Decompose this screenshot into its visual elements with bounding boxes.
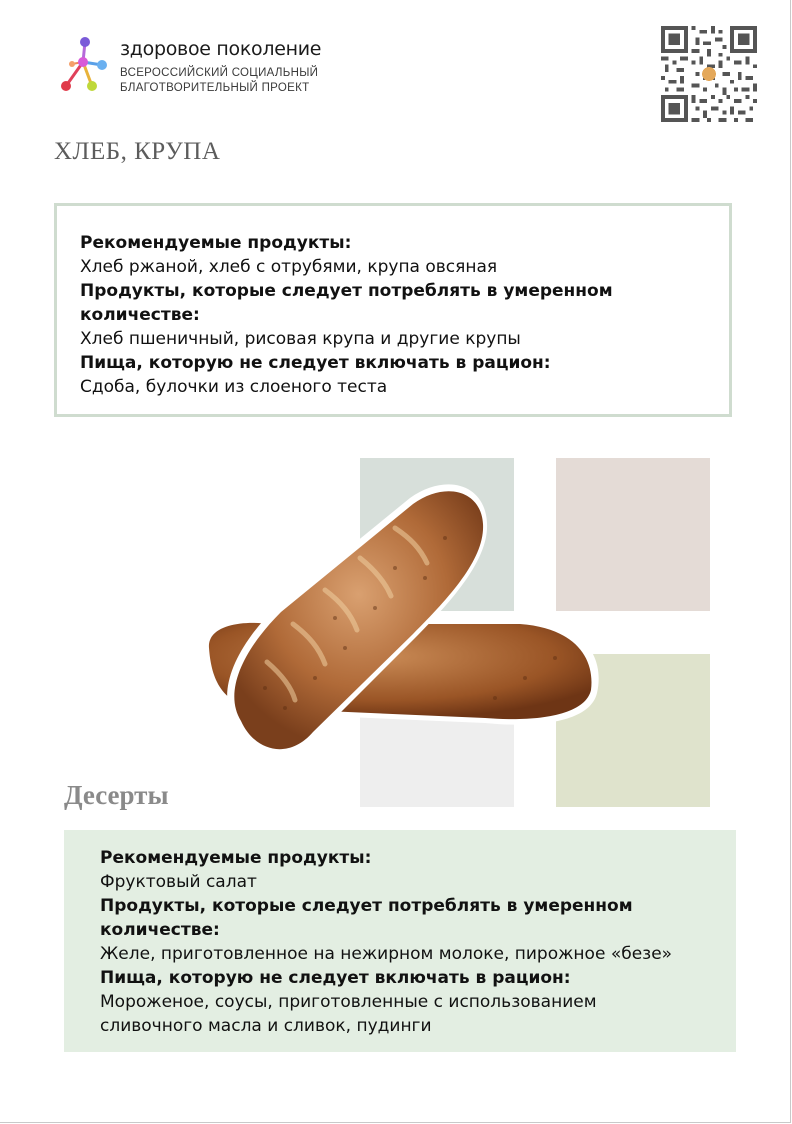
- moderate-heading-line2: количестве:: [100, 920, 220, 940]
- section-title-bread: ХЛЕБ, КРУПА: [54, 138, 221, 165]
- moderate-text: Хлеб пшеничный, рисовая крупа и другие крупы: [80, 329, 521, 349]
- bread-info-text: [80, 231, 680, 399]
- excluded-text-line1: Мороженое, соусы, приготовленные с использованием: [100, 992, 597, 1012]
- section-title-desserts: Десерты: [64, 780, 169, 810]
- brand-subtitle: [120, 66, 318, 96]
- desserts-info-box: [64, 830, 736, 1052]
- brand-title: здоровое поколение: [120, 38, 322, 60]
- moderate-text: Желе, приготовленное на нежирном молоке, пирожное «безе»: [100, 944, 673, 964]
- recommended-heading: Рекомендуемые продукты:: [80, 233, 352, 253]
- bread-info-box: [54, 203, 732, 417]
- recommended-heading: Рекомендуемые продукты:: [100, 848, 372, 868]
- molecule-logo-icon: [58, 34, 108, 94]
- excluded-heading: Пища, которую не следует включать в рацион:: [100, 968, 571, 988]
- excluded-text-line1: Сдоба, булочки из слоеного теста: [80, 377, 388, 397]
- moderate-heading-line1: Продукты, которые следует потреблять в умеренном: [100, 896, 633, 916]
- excluded-heading: Пища, которую не следует включать в рацион:: [80, 353, 551, 373]
- excluded-text-line2: сливочного масла и сливок, пудинги: [100, 1016, 432, 1036]
- qr-code-icon: [661, 26, 757, 122]
- recommended-text: Хлеб ржаной, хлеб с отрубями, крупа овсяная: [80, 257, 498, 277]
- brand-subtitle-line2: БЛАГОТВОРИТЕЛЬНЫЙ ПРОЕКТ: [120, 82, 310, 94]
- desserts-info-text: [100, 846, 700, 1038]
- moderate-heading-line1: Продукты, которые следует потреблять в умеренном: [80, 281, 613, 301]
- recommended-text: Фруктовый салат: [100, 872, 257, 892]
- brand-subtitle-line1: ВСЕРОССИЙСКИЙ СОЦИАЛЬНЫЙ: [120, 67, 319, 79]
- moderate-heading-line2: количестве:: [80, 305, 200, 325]
- bread-loaves-icon: [195, 478, 605, 774]
